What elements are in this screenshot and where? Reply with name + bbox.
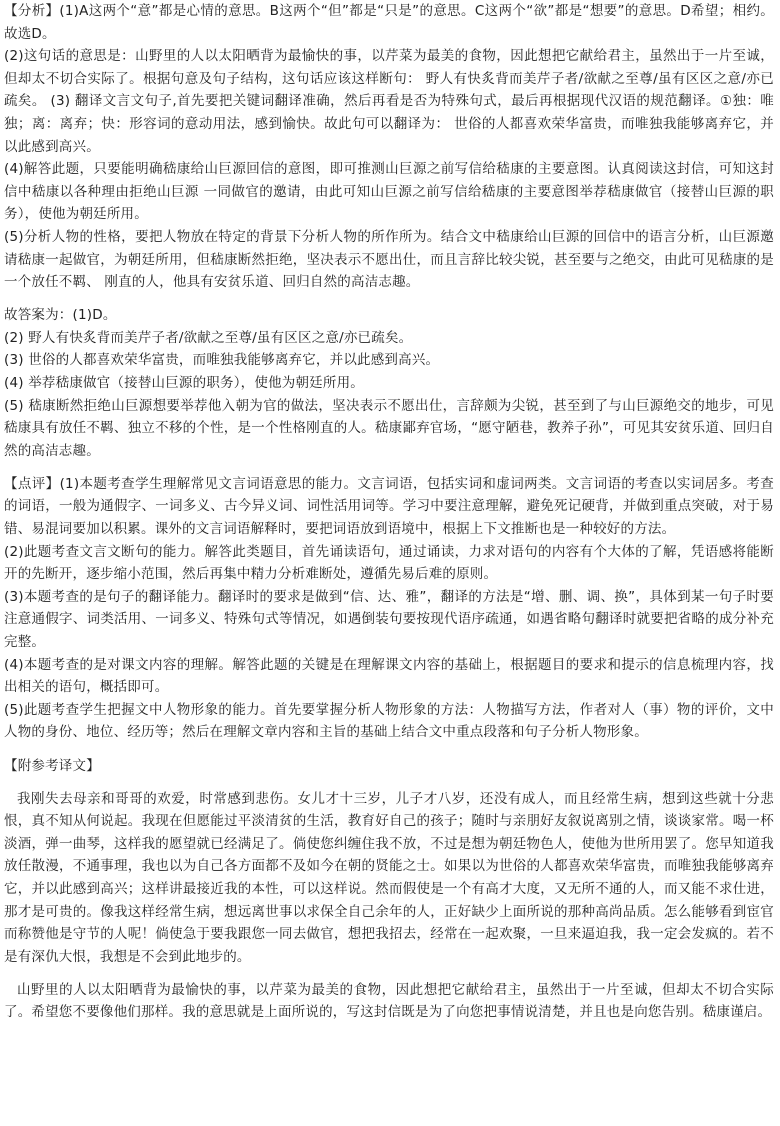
review-paragraph-3: (3)本题考查的是句子的翻译能力。翻译时的要求是做到“信、达、雅”，翻译的方法是“增、删、调、换”，具体到某一句子时要注意通假字、词类活用、一词多义、特殊句式等情况，如遇倒装句要按现代语序疏通，如遇省略句翻译时就要把省略的成分补充完整。	[4, 588, 774, 651]
analysis-section	[4, 0, 774, 294]
answer-line-2: (2) 野人有快炙背而美芹子者/欲献之至尊/虽有区区之意/亦已疏矣。	[4, 329, 413, 346]
answer-line-1: 故答案为：(1)D。	[4, 307, 117, 324]
spacer	[4, 462, 774, 473]
answer-line-5: (5) 嵇康断然拒绝山巨源想要举荐他入朝为官的做法，坚决表示不愿出仕，言辞颇为尖锐，甚至到了与山巨源绝交的地步，可见嵇康具有放任不羁、独立不移的个性，是一个性格刚直的人。嵇康鄙弃官场，“愿守陋巷，教养子孙”，可见其安贫乐道、回归自然的高洁志趣。	[4, 397, 774, 459]
analysis-paragraph-4: (5)分析人物的性格，要把人物放在特定的背景下分析人物的所作所为。结合文中嵇康给山巨源的回信中的语言分析，山巨源邀请嵇康一起做官，为朝廷所用，但嵇康断然拒绝，坚决表示不愿出仕，而且言辞比较尖锐，甚至要与之绝交，由此可见嵇康的是一个放任不羁、 刚直的人，他具有安贫乐道、回归自然的高洁志趣。	[4, 228, 774, 291]
review-paragraph-2: (2)此题考查文言文断句的能力。解答此类题目，首先诵读语句，通过诵读，力求对语句的内容有个大体的了解，凭语感将能断开的先断开，逐步缩小范围，然后再集中精力分析难断处，遵循先易后难的原则。	[4, 543, 774, 583]
analysis-paragraph-1: 【分析】(1)A这两个“意”都是心情的意思。B这两个“但”都是“只是”的意思。C这两个“欲”都是“想要”的意思。D希望；相约。故选D。	[4, 3, 774, 42]
translation-heading: 【附参考译文】	[4, 757, 100, 774]
answer-line-3: (3) 世俗的人都喜欢荣华富贵，而唯独我能够离弃它，并以此感到高兴。	[4, 352, 440, 369]
analysis-paragraph-3: (4)解答此题，只要能明确嵇康给山巨源回信的意图，即可推测山巨源之前写信给嵇康的主要意图。认真阅读这封信，可知这封信中嵇康以各种理由拒绝山巨源 一同做官的邀请，由此可知山巨源之前写信给嵇康的主要意图举荐嵇康做官（接替山巨源的职务），使他为朝廷所用。	[4, 161, 774, 223]
translation-section	[4, 755, 774, 1025]
review-section	[4, 473, 774, 744]
translation-paragraph-1: 我刚失去母亲和哥哥的欢爱，时常感到悲伤。女儿才十三岁，儿子才八岁，还没有成人，而且经常生病，想到这些就十分悲恨，真不知从何说起。我现在但愿能过平淡清贫的生活，教育好自己的孩子；随时与亲朋好友叙说离别之情，谈谈家常。喝一杯淡酒，弹一曲琴，这样我的愿望就已经满足了。倘使您纠缠住我不放，不过是想为朝廷物色人，使他为世所用罢了。您早知道我放任散漫，不通事理，我也以为自己各方面都不及如今在朝的贤能之士。如果以为世俗的人都喜欢荣华富贵，而唯独我能够离弃它，并以此感到高兴；这样讲最接近我的本性，可以这样说。然而假使是一个有高才大度，又无所不通的人，而又能不求仕进，那才是可贵的。像我这样经常生病，想远离世事以求保全自己余年的人，正好缺少上面所说的那种高尚品质。怎么能够看到宦官而称赞他是守节的人呢！倘使急于要我跟您一同去做官，想把我招去，经常在一起欢聚，一旦来逼迫我，我一定会发疯的。若不是有深仇大恨，我想是不会到此地步的。	[4, 790, 774, 965]
translation-paragraph-2: 山野里的人以太阳晒背为最愉快的事，以芹菜为最美的食物，因此想把它献给君主，虽然出于一片至诚，但却太不切合实际了。希望您不要像他们那样。我的意思就是上面所说的，写这封信既是为了向您把事情说清楚，并且也是向您告别。嵇康谨启。	[4, 981, 774, 1021]
spacer	[4, 744, 774, 755]
spacer	[4, 777, 774, 788]
review-paragraph-4: (4)本题考查的是对课文内容的理解。解答此题的关键是在理解课文内容的基础上，根据题目的要求和提示的信息梳理内容，找出相关的语句，概括即可。	[4, 656, 774, 696]
answer-section	[4, 304, 774, 462]
review-paragraph-5: (5)此题考查学生把握文中人物形象的能力。首先要掌握分析人物形象的方法：人物描写方法，作者对人（事）物的评价，文中人物的身份、地位、经历等；然后在理解文章内容和主旨的基础上结合文中重点段落和句子分析人物形象。	[4, 701, 774, 741]
spacer	[4, 294, 774, 305]
spacer	[4, 968, 774, 979]
review-paragraph-1: 【点评】(1)本题考查学生理解常见文言词语意思的能力。文言词语，包括实词和虚词两类。文言词语的考查以实词居多。考查的词语，一般为通假字、一词多义、古今异义词、词性活用词等。学习中要注意理解，避免死记硬背，并做到重点突破，对于易错、易混词要加以积累。课外的文言词语解释时，要把词语放到语境中，根据上下文推断也是一种较好的方法。	[4, 475, 774, 538]
analysis-paragraph-2: (2)这句话的意思是：山野里的人以太阳晒背为最愉快的事，以芹菜为最美的食物，因此想把它献给君主，虽然出于一片至诚，但却太不切合实际了。根据句意及句子结构，这句话应该这样断句： 野人有快炙背而美芹子者/欲献之至尊/虽有区区之意/亦已疏矣。 (3) 翻译文言文句子,首先要把关键词翻译准确，然后再看是否为特殊句式，最后再根据现代汉语的规范翻译。①独：唯独；离：离弃；快：形容词的意动用法，感到愉快。故此句可以翻译为： 世俗的人都喜欢荣华富贵，而唯独我能够离弃它，并以此感到高兴。	[4, 48, 774, 155]
answer-line-4: (4) 举荐嵇康做官（接替山巨源的职务），使他为朝廷所用。	[4, 375, 364, 391]
